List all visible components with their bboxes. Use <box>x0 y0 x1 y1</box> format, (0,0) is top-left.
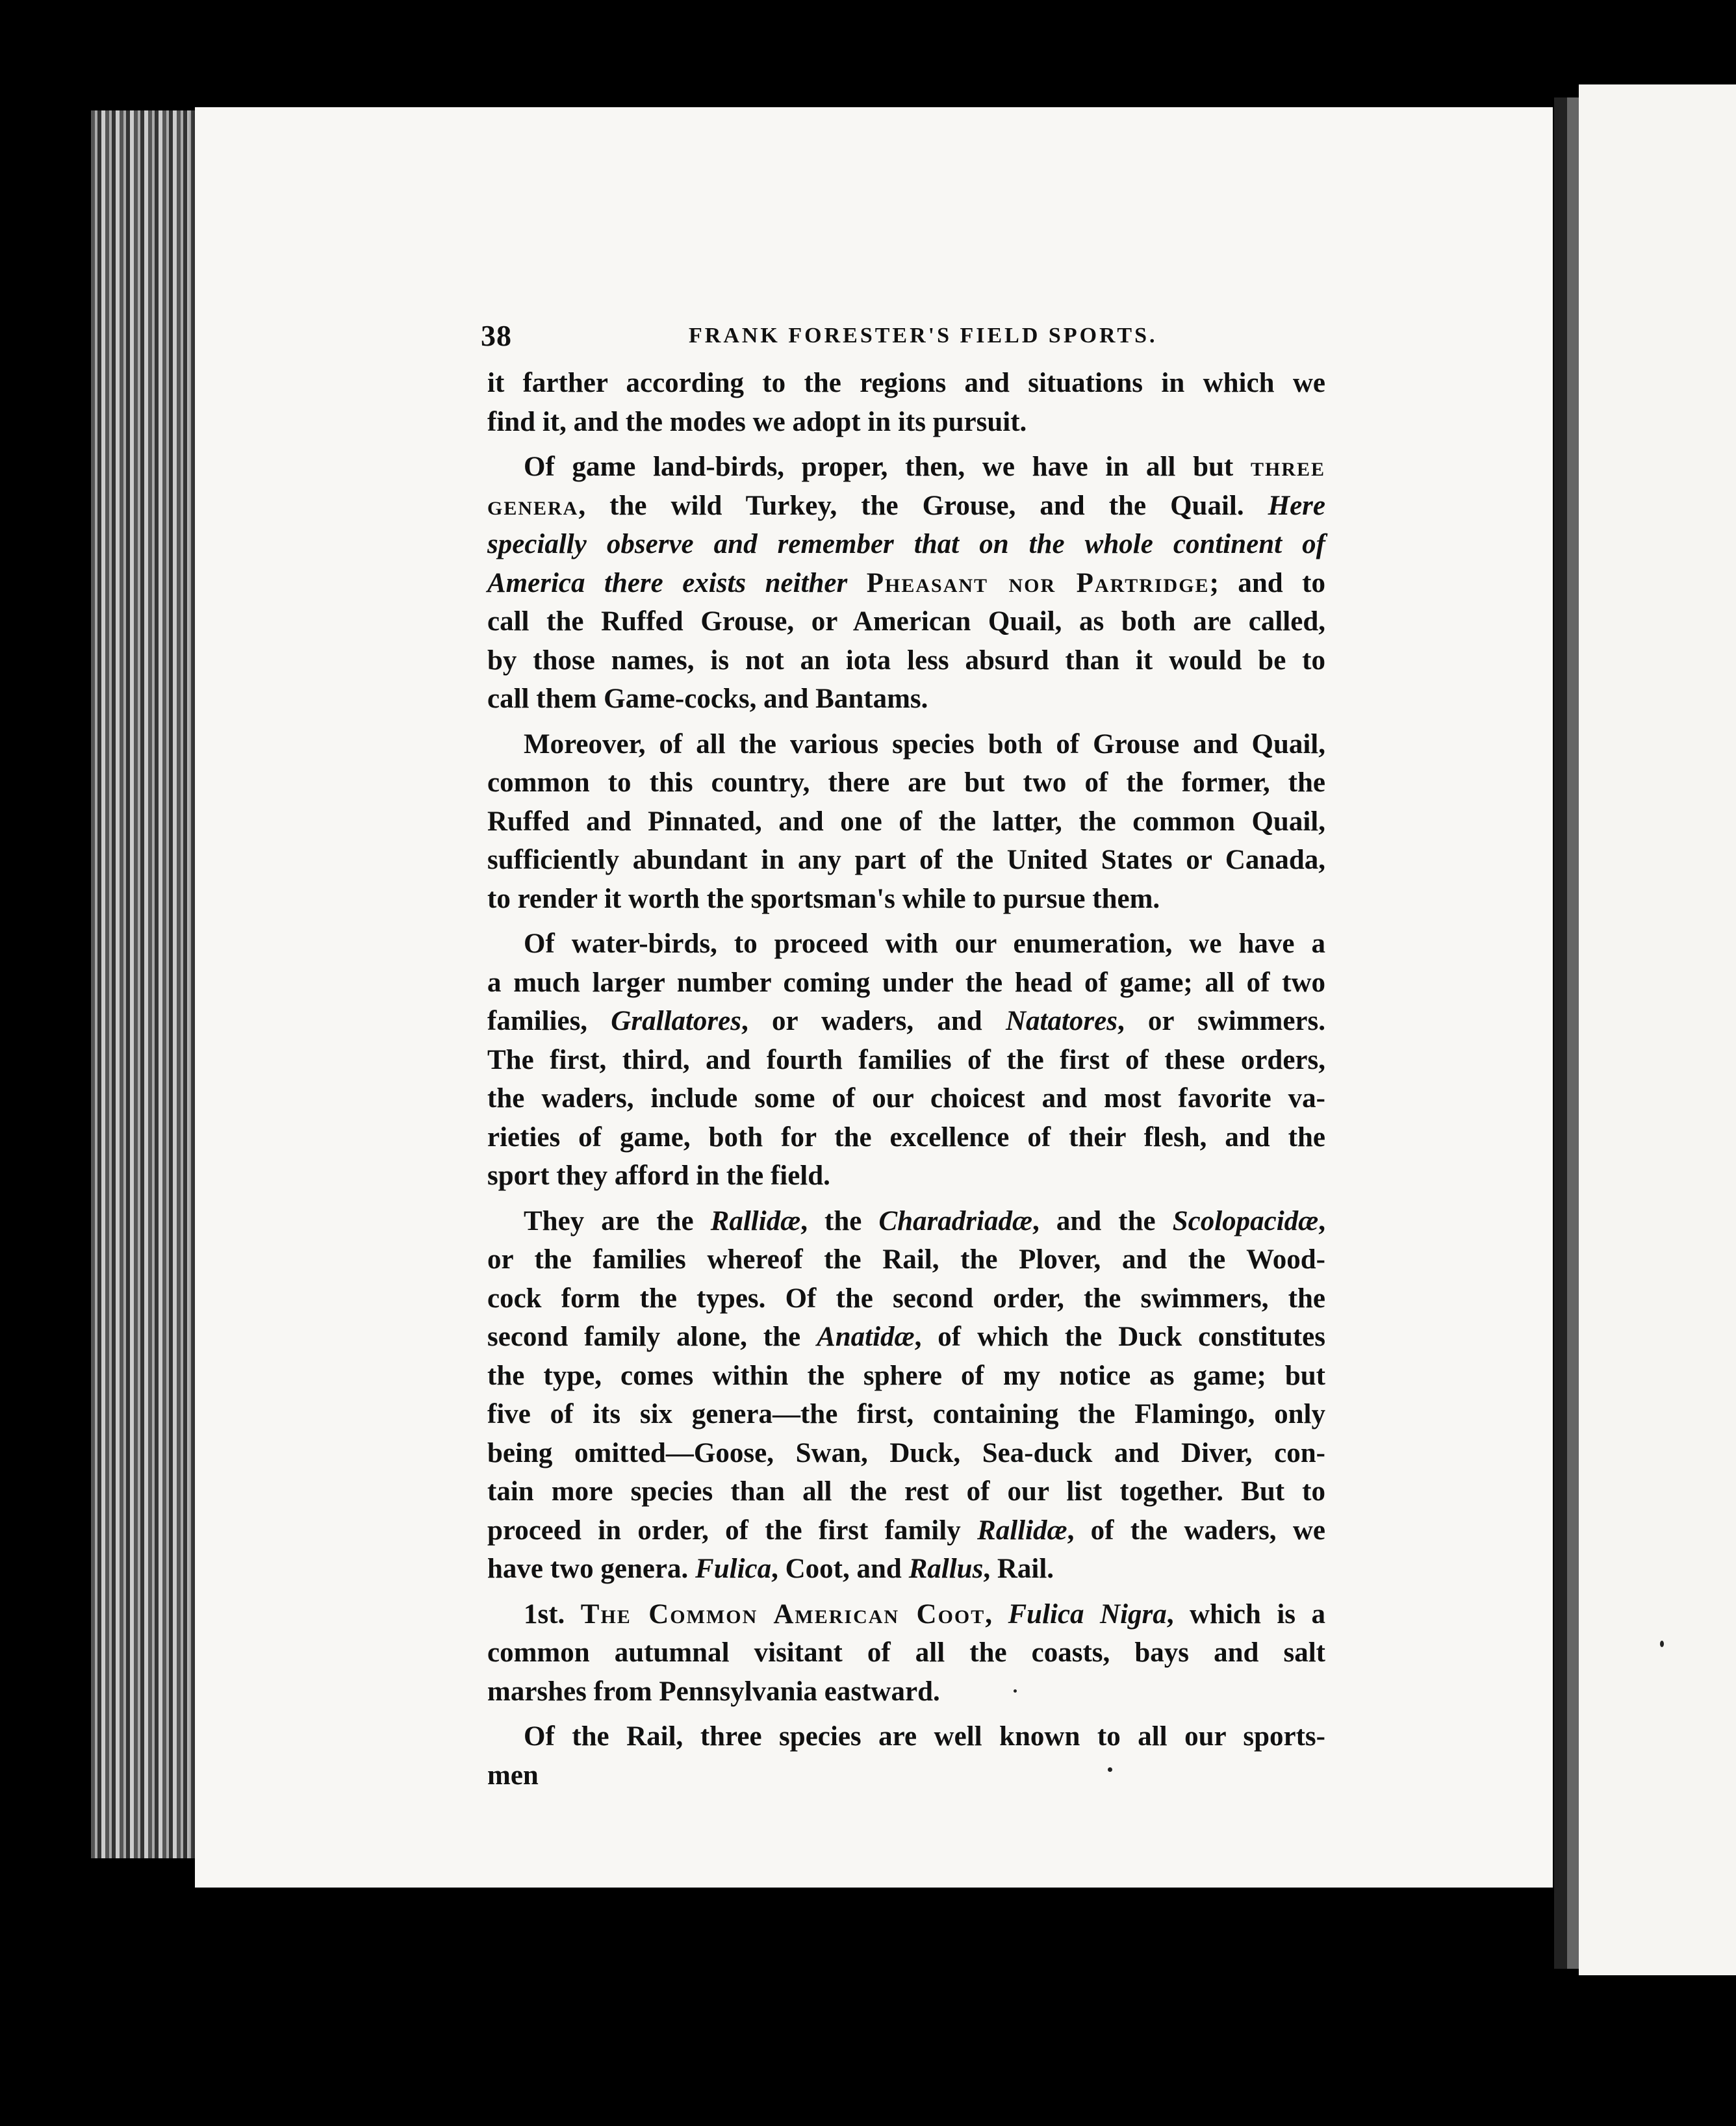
text-line: being omitted—Goose, Swan, Duck, Sea-duck and Diver, con- <box>487 1437 1325 1468</box>
text-line: marshes from Pennsylvania eastward. <box>487 1676 940 1707</box>
text-line: have two genera. Fulica, Coot, and Rallus, Rail. <box>487 1554 1054 1584</box>
text-line: Of game land-birds, proper, then, we have in all but three <box>524 452 1325 482</box>
text-line: specially observe and remember that on the whole continent of <box>487 529 1325 559</box>
text-line: five of its six genera—the first, containing the Flamingo, only <box>487 1399 1325 1429</box>
text-line: call the Ruffed Grouse, or American Quail, as both are called, <box>487 606 1325 637</box>
text-line: families, Grallatores, or waders, and Natatores, or swimmers. <box>487 1006 1325 1036</box>
text-line: Ruffed and Pinnated, and one of the latter, the common Quail, <box>487 806 1325 837</box>
text-line: sport they afford in the field. <box>487 1160 830 1191</box>
text-line: or the families whereof the Rail, the Plover, and the Wood- <box>487 1244 1325 1275</box>
text-line: tain more species than all the rest of our list together. But to <box>487 1476 1325 1507</box>
text-line: find it, and the modes we adopt in its pursuit. <box>487 406 1027 437</box>
text-line: cock form the types. Of the second order, the swimmers, the <box>487 1283 1325 1314</box>
text-line: Moreover, of all the various species both of Grouse and Quail, <box>524 728 1325 760</box>
page-number: 38 <box>481 319 512 352</box>
text-line: proceed in order, of the first family Rallidæ, of the waders, we <box>487 1515 1325 1546</box>
text-line: call them Game-cocks, and Bantams. <box>487 684 928 714</box>
text-line: second family alone, the Anatidæ, of which the Duck constitutes <box>487 1322 1325 1352</box>
text-line: sufficiently abundant in any part of the United States or Canada, <box>487 845 1325 875</box>
text-line: it farther according to the regions and situations in which we <box>487 368 1325 398</box>
text-line: common to this country, there are but two of the former, the <box>487 767 1325 798</box>
body-text <box>487 364 1325 1795</box>
text-line: They are the Rallidæ, the Charadriadæ, and the Scolopacidæ, <box>524 1205 1325 1236</box>
text-line: rieties of game, both for the excellence of their flesh, and the <box>487 1121 1325 1153</box>
text-line: America there exists neither Pheasant nor Partridge; and to <box>487 567 1325 598</box>
text-line: common autumnal visitant of all the coasts, bays and salt <box>487 1637 1325 1668</box>
text-line: men <box>487 1760 539 1791</box>
text-line: by those names, is not an iota less absurd than it would be to <box>487 645 1325 676</box>
text-line: the type, comes within the sphere of my notice as game; but <box>487 1360 1325 1391</box>
text-line: Of water-birds, to proceed with our enumeration, we have a <box>524 929 1325 959</box>
text-line: The first, third, and fourth families of the first of these orders, <box>487 1044 1325 1075</box>
text-line: 1st. The Common American Coot, Fulica Nigra, which is a <box>524 1598 1325 1630</box>
text-line: the waders, include some of our choicest and most favorite va- <box>487 1083 1325 1114</box>
running-head <box>481 318 1325 357</box>
text-line: genera, the wild Turkey, the Grouse, and the Quail. Here <box>487 490 1325 521</box>
text-line: to render it worth the sportsman's while to pursue them. <box>487 883 1160 914</box>
text-line: Of the Rail, three species are well known to all our sports- <box>524 1721 1325 1752</box>
facing-page <box>1579 84 1736 1975</box>
text-line: a much larger number coming under the head of game; all of two <box>487 967 1325 998</box>
page-speck <box>1660 1641 1664 1647</box>
running-title: FRANK FORESTER'S FIELD SPORTS. <box>689 324 1158 348</box>
